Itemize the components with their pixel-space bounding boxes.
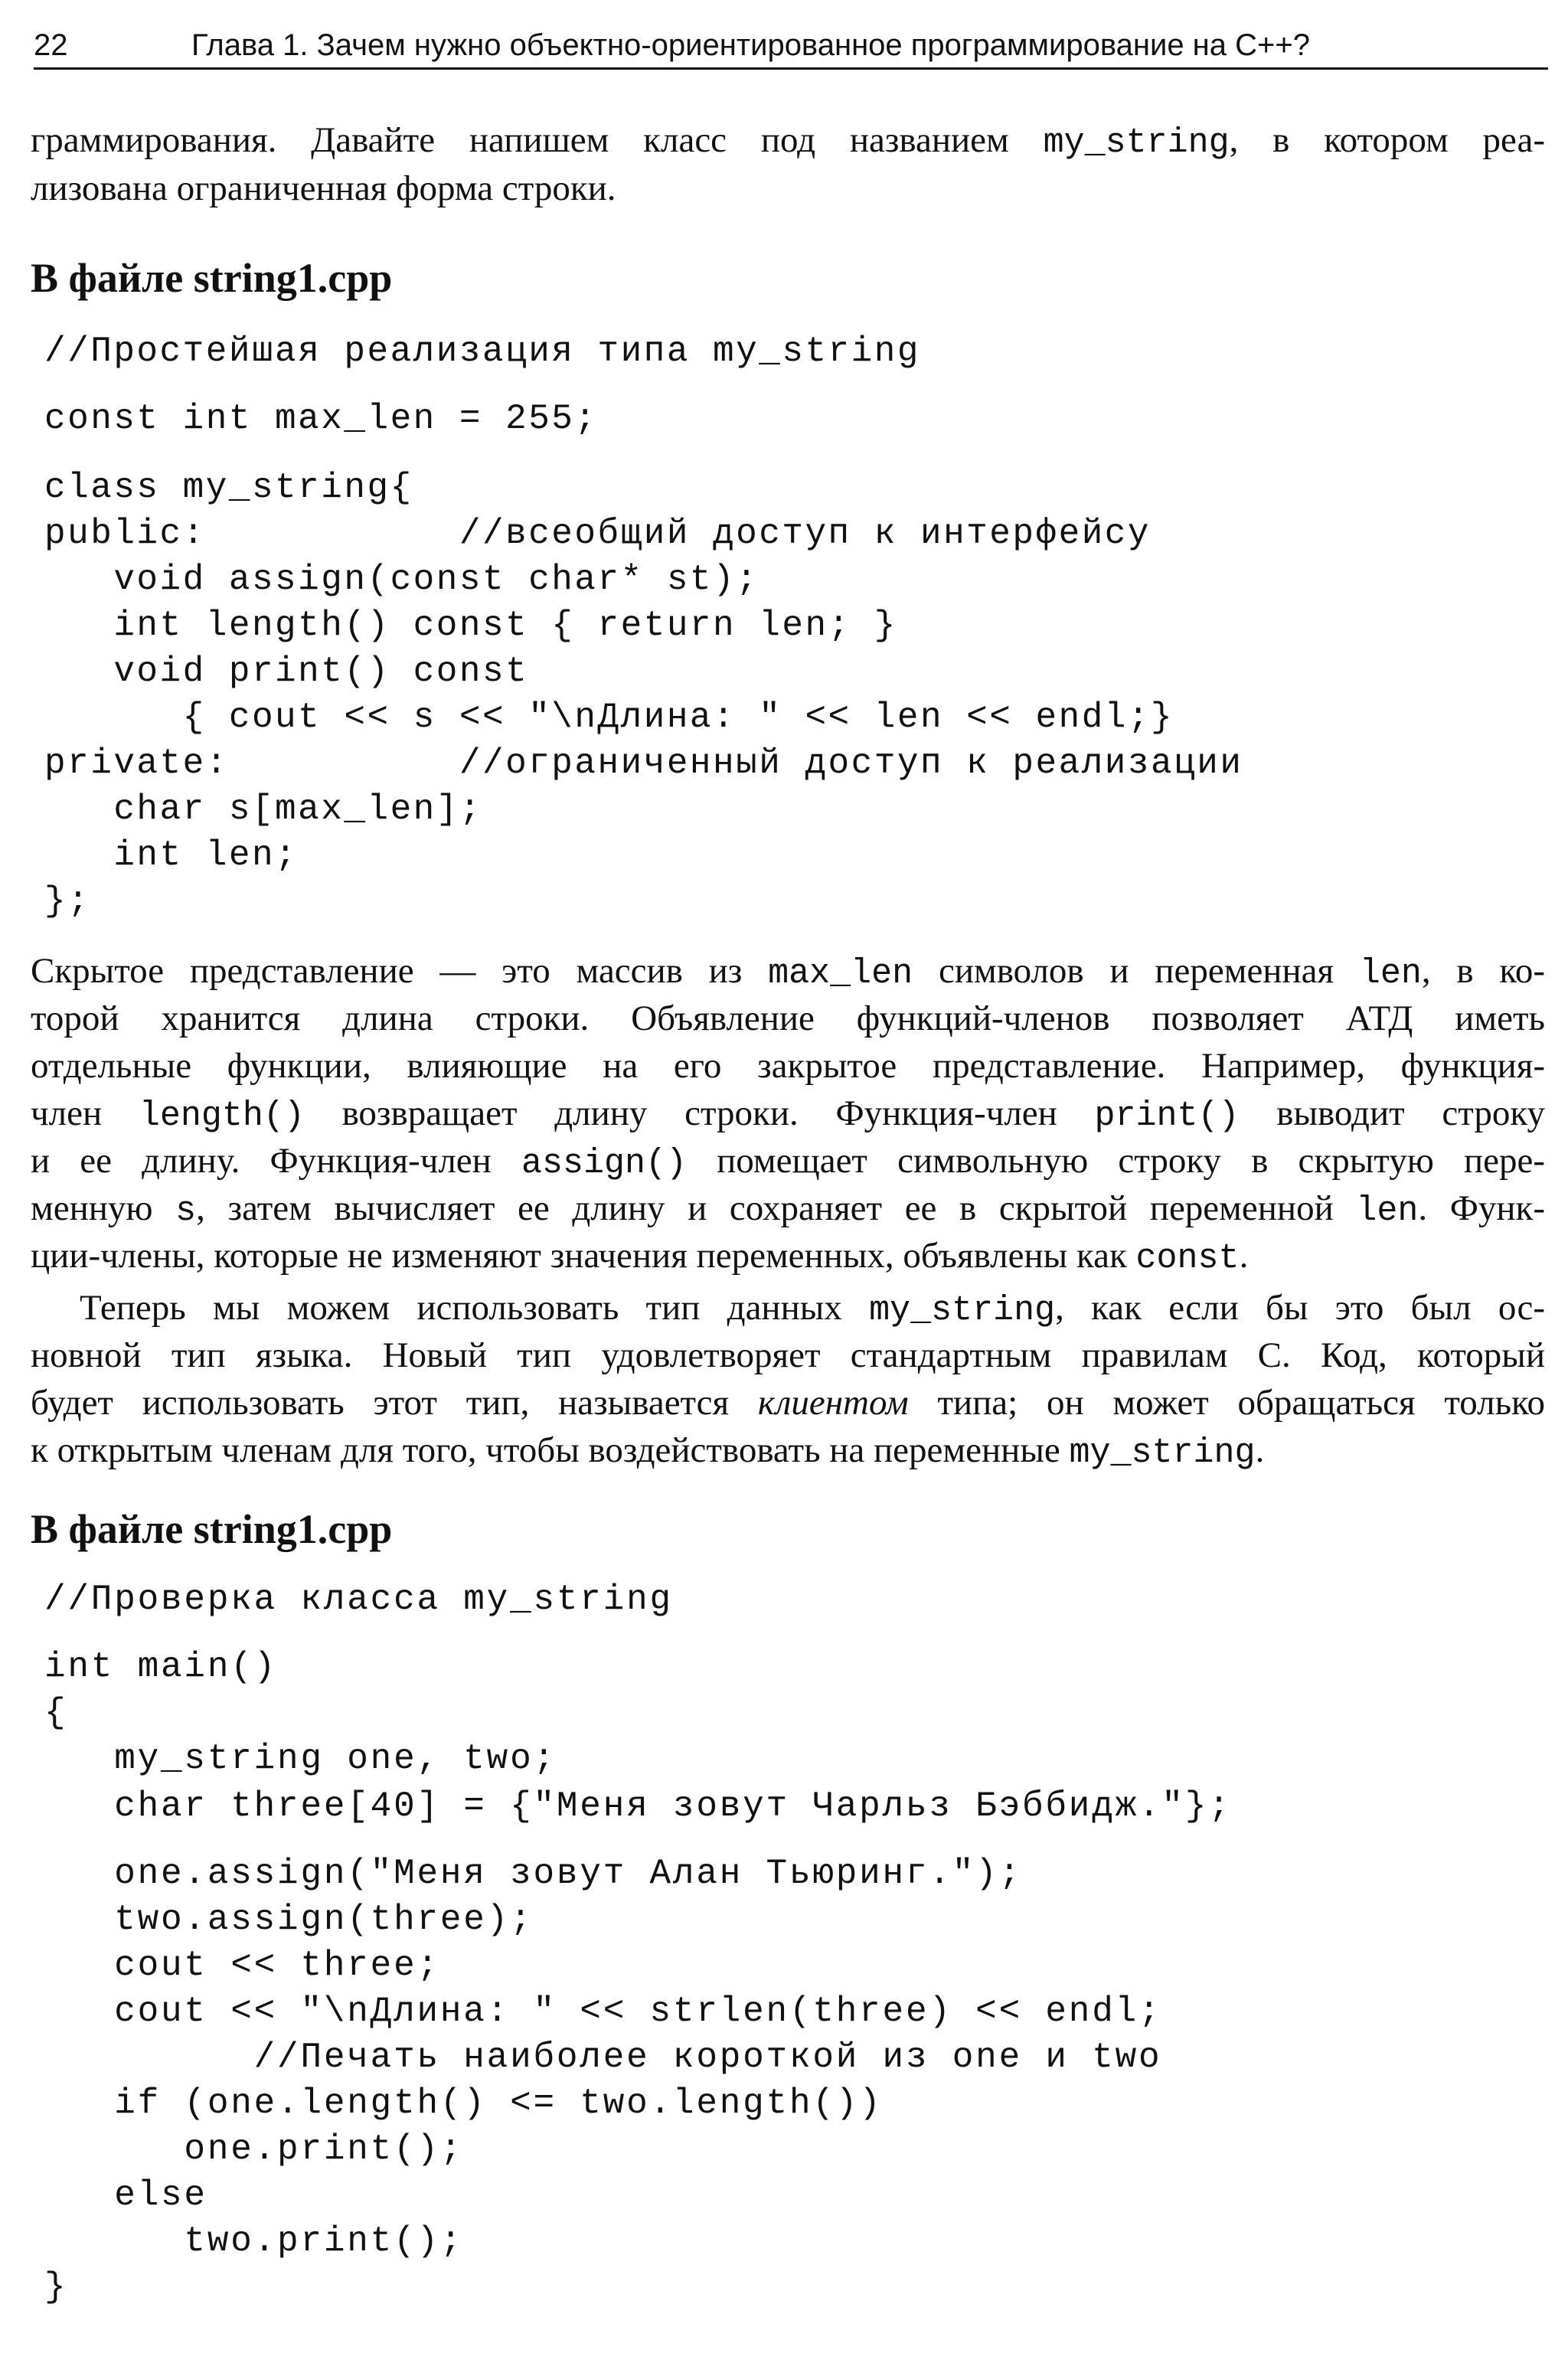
code-line: }; [44, 881, 91, 921]
paragraph-line: торой хранится длина строки. Объявление функций-членов позволяет АТД иметь [31, 998, 1545, 1038]
inline-code: s [175, 1191, 197, 1230]
chapter-title: Глава 1. Зачем нужно объектно-ориентированное программирование на С++? [191, 28, 1310, 62]
inline-code: max_len [768, 954, 913, 993]
code-line: else [44, 2175, 207, 2215]
inline-code: my_string [1069, 1433, 1256, 1472]
code-line: { [44, 1693, 68, 1733]
code-line: //Простейшая реализация типа my_string [44, 332, 920, 371]
code-line: my_string one, two; [44, 1739, 557, 1779]
intro-line-2: лизована ограниченная форма строки. [31, 168, 616, 208]
code-line: one.assign("Меня зовут Алан Тьюринг."); [44, 1854, 1022, 1894]
section-heading-2: В файле string1.cpp [31, 1506, 393, 1552]
code-line: void print() const [44, 652, 529, 691]
code-line: const int max_len = 255; [44, 399, 598, 439]
inline-code: print() [1094, 1096, 1240, 1136]
inline-code: my_string [1043, 123, 1230, 162]
inline-code: assign() [521, 1144, 688, 1183]
paragraph-line: новной тип языка. Новый тип удовлетворяет стандартным правилам С. Код, который [31, 1335, 1545, 1375]
code-line: char s[max_len]; [44, 789, 482, 829]
paragraph-line: член length() возвращает длину строки. Функция-член print() выводит строку [31, 1093, 1545, 1136]
paragraph-line: к открытым членам для того, чтобы воздействовать на переменные my_string. [31, 1430, 1265, 1472]
paragraph-line: Теперь мы можем использовать тип данных my_string, как если бы это был ос- [80, 1288, 1546, 1330]
intro-line-1: граммирования. Давайте напишем класс под названием my_string, в котором реа- [31, 120, 1545, 162]
paragraph-line: менную s, затем вычисляет ее длину и сохраняет ее в скрытой переменной len. Функ- [31, 1188, 1545, 1230]
code-line: public: //всеобщий доступ к интерфейсу [44, 514, 1152, 554]
code-line: //Печать наиболее короткой из one и two [44, 2038, 1162, 2077]
code-line: int len; [44, 835, 299, 875]
code-line: } [44, 2267, 68, 2307]
paragraph-line: отдельные функции, влияющие на его закрытое представление. Например, функция- [31, 1046, 1545, 1086]
inline-code: const [1135, 1239, 1240, 1278]
paragraph-line: ции-члены, которые не изменяют значения переменных, объявлены как const. [31, 1236, 1249, 1278]
inline-code: len [1356, 1191, 1419, 1230]
code-line: if (one.length() <= two.length()) [44, 2083, 883, 2123]
running-header [34, 26, 1550, 64]
code-line: one.print(); [44, 2129, 464, 2169]
section-heading-1: В файле string1.cpp [31, 255, 393, 301]
paragraph-line: Скрытое представление — это массив из max_len символов и переменная len, в ко- [31, 951, 1545, 993]
paragraph-line: будет использовать этот тип, называется клиентом типа; он может обращаться только [31, 1383, 1545, 1423]
code-line: char three[40] = {"Меня зовут Чарльз Бэббидж."}; [44, 1786, 1232, 1826]
code-line: cout << three; [44, 1946, 440, 1985]
code-line: void assign(const char* st); [44, 560, 760, 600]
header-rule [34, 67, 1548, 70]
code-line: class my_string{ [44, 468, 413, 508]
code-line: int length() const { return len; } [44, 606, 897, 645]
code-line: { cout << s << "\nДлина: " << len << endl;} [44, 698, 1174, 737]
inline-code: length() [139, 1096, 305, 1136]
code-line: cout << "\nДлина: " << strlen(three) << endl; [44, 1992, 1162, 2031]
inline-code: my_string [869, 1291, 1056, 1330]
page-number: 22 [34, 28, 68, 62]
code-line: two.assign(three); [44, 1900, 534, 1940]
paragraph-line: и ее длину. Функция-член assign() помещает символьную строку в скрытую пере- [31, 1141, 1546, 1183]
code-line: private: //ограниченный доступ к реализации [44, 743, 1243, 783]
emphasis: клиентом [757, 1383, 909, 1423]
code-line: int main() [44, 1647, 278, 1687]
code-line: //Проверка класса my_string [44, 1580, 673, 1619]
code-line: two.print(); [44, 2221, 464, 2261]
inline-code: len [1359, 954, 1422, 993]
